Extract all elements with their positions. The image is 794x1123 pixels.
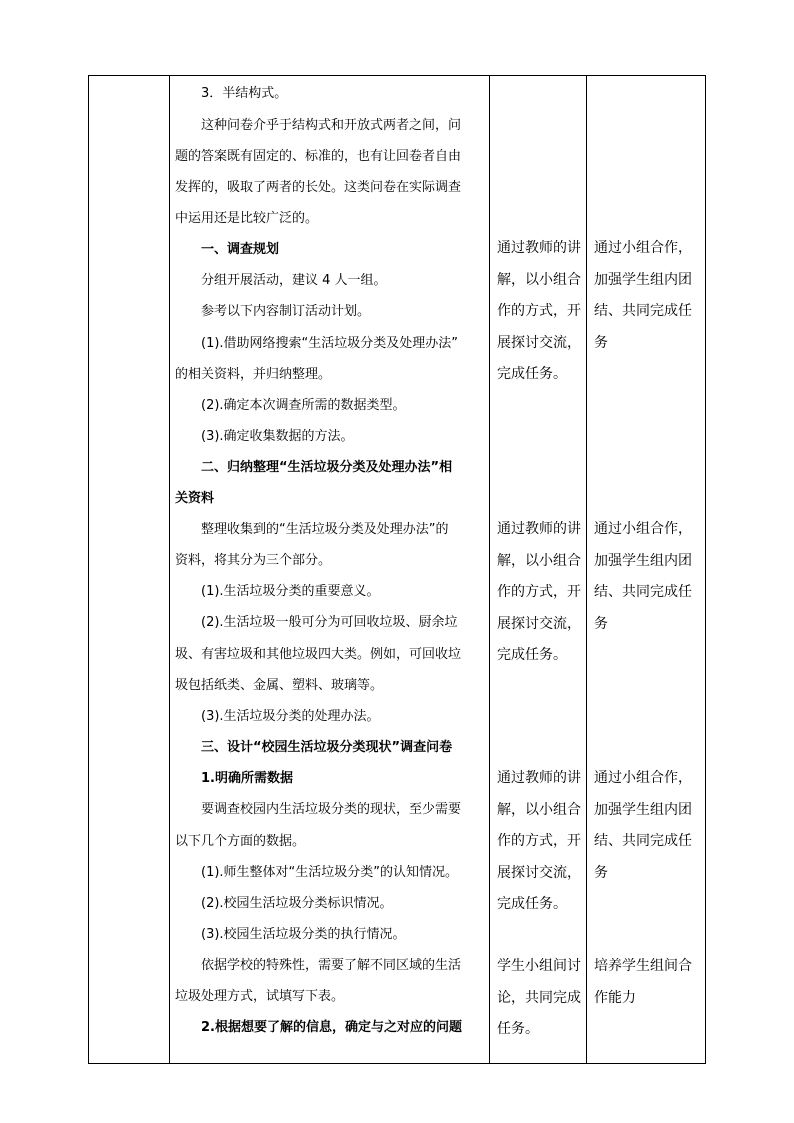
design-intent-line: 加强学生组内团: [594, 272, 692, 288]
content-line: 题的答案既有固定的、标准的，也有让回卷者自由: [175, 149, 462, 164]
design-intent-line: 务: [594, 865, 608, 881]
content-line: 要调查校园内生活垃圾分类的现状，至少需要: [201, 802, 462, 817]
design-intent-cell: [594, 76, 704, 1065]
content-line: 发挥的，吸取了两者的长处。这类问卷在实际调查: [175, 180, 462, 195]
design-intent-line: 培养学生组间合: [594, 958, 692, 974]
content-line: (3).确定收集数据的方法。: [201, 429, 354, 444]
student-activity-cell: [497, 76, 585, 1065]
student-activity-line: 学生小组间讨: [497, 958, 581, 974]
content-line: 中运用还是比较广泛的。: [175, 211, 319, 226]
section-heading: 三、设计“校园生活垃圾分类现状”调查问卷: [201, 740, 453, 755]
student-activity-line: 作的方式，开: [497, 833, 581, 849]
content-line: 资料，将其分为三个部分。: [175, 553, 332, 568]
content-line: 整理收集到的“生活垃圾分类及处理办法”的: [201, 522, 449, 537]
student-activity-line: 展探讨交流，: [497, 616, 581, 632]
design-intent-line: 加强学生组内团: [594, 553, 692, 569]
student-activity-line: 解，以小组合: [497, 272, 581, 288]
student-activity-line: 展探讨交流，: [497, 865, 581, 881]
student-activity-line: 通过教师的讲: [497, 521, 581, 537]
student-activity-line: 完成任务。: [497, 647, 567, 663]
content-line: (1).生活垃圾分类的重要意义。: [201, 584, 380, 599]
column-divider-1: [169, 76, 170, 1063]
content-line: 圾、有害垃圾和其他垃圾四大类。例如，可回收垃: [175, 647, 462, 662]
content-line: (3).生活垃圾分类的处理办法。: [201, 709, 380, 724]
content-line: (3).校园生活垃圾分类的执行情况。: [201, 927, 406, 942]
content-line: 这种问卷介乎于结构式和开放式两者之间，问: [201, 118, 462, 133]
student-activity-line: 作的方式，开: [497, 584, 581, 600]
section-heading: 2.根据想要了解的信息，确定与之对应的问题: [201, 1020, 462, 1035]
section-heading: 1.明确所需数据: [201, 771, 293, 786]
content-line: 依据学校的特殊性，需要了解不同区域的生活: [201, 958, 462, 973]
student-activity-line: 解，以小组合: [497, 553, 581, 569]
content-line: (1).借助网络搜索“生活垃圾分类及处理办法”: [201, 336, 459, 351]
column-divider-3: [586, 76, 587, 1063]
content-line: 分组开展活动，建议 4 人一组。: [201, 273, 387, 288]
content-line: 垃圾处理方式，试填写下表。: [175, 989, 345, 1004]
content-line: (1).师生整体对“生活垃圾分类”的认知情况。: [201, 865, 459, 880]
section-heading: 一、调查规划: [201, 242, 280, 257]
design-intent-line: 加强学生组内团: [594, 802, 692, 818]
design-intent-line: 结、共同完成任: [594, 303, 692, 319]
content-line: 的相关资料，并归纳整理。: [175, 367, 332, 382]
student-activity-line: 展探讨交流，: [497, 335, 581, 351]
section-heading: 二、归纳整理“生活垃圾分类及处理办法”相: [201, 460, 453, 475]
design-intent-line: 通过小组合作，: [594, 240, 692, 256]
teaching-content-cell: [175, 76, 487, 1065]
content-line: (2).确定本次调查所需的数据类型。: [201, 398, 406, 413]
student-activity-line: 任务。: [497, 1021, 539, 1037]
student-activity-line: 完成任务。: [497, 366, 567, 382]
student-activity-line: 作的方式，开: [497, 303, 581, 319]
content-line: 圾包括纸类、金属、塑料、玻璃等。: [175, 678, 384, 693]
content-line: 参考以下内容制订活动计划。: [201, 304, 371, 319]
design-intent-line: 务: [594, 616, 608, 632]
content-line: (2).校园生活垃圾分类标识情况。: [201, 896, 393, 911]
lesson-plan-table: [88, 75, 706, 1064]
design-intent-line: 结、共同完成任: [594, 584, 692, 600]
content-line: 3．半结构式。: [201, 86, 288, 101]
student-activity-line: 完成任务。: [497, 896, 567, 912]
design-intent-line: 作能力: [594, 990, 636, 1006]
student-activity-line: 解，以小组合: [497, 802, 581, 818]
student-activity-line: 通过教师的讲: [497, 240, 581, 256]
design-intent-line: 务: [594, 335, 608, 351]
design-intent-line: 结、共同完成任: [594, 833, 692, 849]
content-line: (2).生活垃圾一般可分为可回收垃圾、厨余垃: [201, 615, 458, 630]
column-divider-2: [489, 76, 490, 1063]
student-activity-line: 通过教师的讲: [497, 770, 581, 786]
section-heading: 关资料: [175, 491, 215, 506]
content-line: 以下几个方面的数据。: [175, 834, 306, 849]
student-activity-line: 论，共同完成: [497, 990, 581, 1006]
design-intent-line: 通过小组合作，: [594, 770, 692, 786]
design-intent-line: 通过小组合作，: [594, 521, 692, 537]
